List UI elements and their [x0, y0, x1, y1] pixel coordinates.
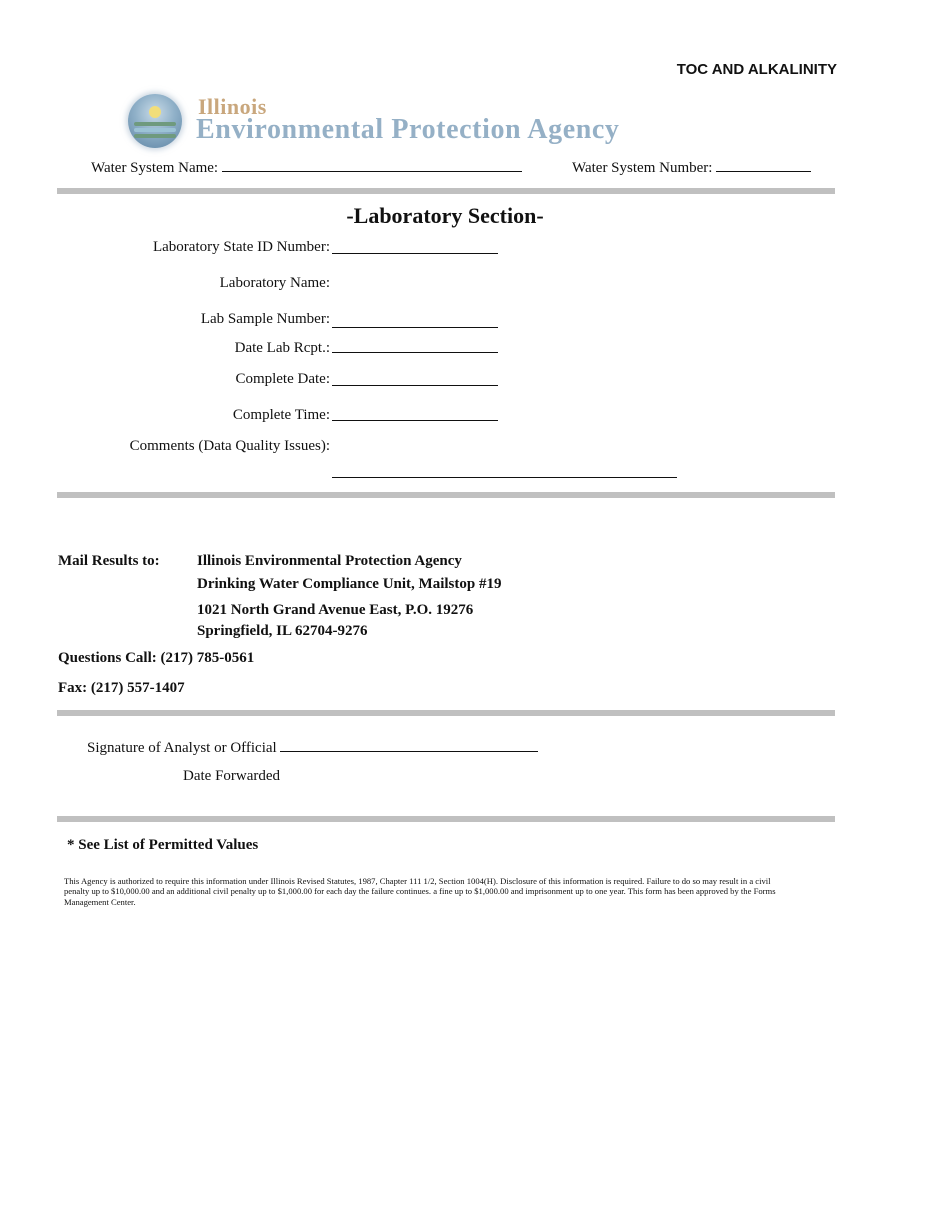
mail-address-line: Springfield, IL 62704-9276	[197, 623, 368, 639]
logo-agency-name: Environmental Protection Agency	[196, 114, 620, 145]
date-lab-rcpt-field[interactable]	[332, 352, 498, 353]
mail-address-line: 1021 North Grand Avenue East, P.O. 19276	[197, 602, 474, 618]
divider	[57, 188, 835, 194]
lab-name-label: Laboratory Name:	[219, 275, 330, 291]
agency-seal-icon	[128, 94, 182, 148]
date-lab-rcpt-label: Date Lab Rcpt.:	[234, 340, 330, 356]
date-forwarded-label: Date Forwarded	[183, 768, 281, 784]
complete-time-label: Complete Time:	[232, 407, 330, 423]
agency-logo	[128, 92, 668, 150]
lab-sample-number-field[interactable]	[332, 327, 498, 328]
water-system-number-row	[572, 160, 811, 177]
complete-date-label: Complete Date:	[235, 371, 330, 387]
water-system-number-label: Water System Number:	[572, 160, 713, 176]
permitted-values-note: * See List of Permitted Values	[67, 837, 259, 853]
mail-address-line: Drinking Water Compliance Unit, Mailstop #19	[197, 576, 502, 592]
lab-state-id-field[interactable]	[332, 253, 498, 254]
legal-footnote: This Agency is authorized to require this information under Illinois Revised Statutes, 1987, Chapter 111 1/2, Section 1004(H). Disclosure of this information is required. Failure to do so may result in a civil penalty up to $10,000.00 and an additional civil penalty up to $1,000.00 for each day the failure continues. a fine up to $1,000.00 and imprisonment up to one year. This form has been approved by the Forms Management Center.	[64, 876, 776, 907]
signature-field[interactable]	[280, 751, 538, 752]
divider	[57, 816, 835, 822]
questions-phone: Questions Call: (217) 785-0561	[58, 650, 255, 666]
water-system-name-field[interactable]	[222, 171, 522, 172]
lab-section-title: -Laboratory Section-	[346, 203, 544, 228]
lab-state-id-label: Laboratory State ID Number:	[152, 239, 330, 255]
logo-state-name: Illinois	[198, 94, 267, 119]
mail-results-label: Mail Results to:	[58, 553, 160, 569]
water-system-name-label: Water System Name:	[91, 160, 219, 176]
form-title: TOC AND ALKALINITY	[676, 61, 837, 78]
complete-time-field[interactable]	[332, 420, 498, 421]
water-system-number-field[interactable]	[716, 171, 811, 172]
fax-number: Fax: (217) 557-1407	[58, 680, 185, 696]
complete-date-field[interactable]	[332, 385, 498, 386]
comments-field[interactable]	[332, 477, 677, 478]
mail-address-line: Illinois Environmental Protection Agency	[197, 553, 462, 569]
comments-label: Comments (Data Quality Issues):	[129, 438, 330, 454]
signature-label: Signature of Analyst or Official	[87, 740, 277, 756]
signature-row	[87, 740, 538, 757]
divider	[57, 710, 835, 716]
divider	[57, 492, 835, 498]
lab-sample-number-label: Lab Sample Number:	[200, 311, 330, 327]
water-system-name-row	[91, 160, 522, 177]
